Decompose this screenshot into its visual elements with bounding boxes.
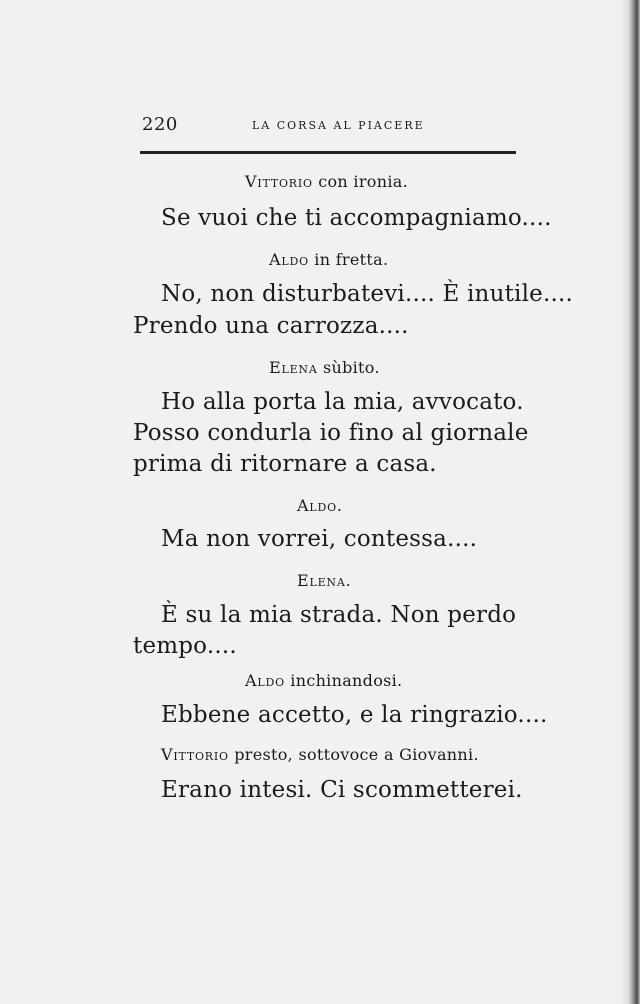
speaker-name: Aldo — [269, 250, 309, 269]
page-number: 220 — [142, 114, 178, 135]
dialogue-line: Erano intesi. Ci scommetterei. — [161, 777, 523, 803]
stage-direction: presto, sottovoce a Giovanni. — [234, 745, 479, 764]
dialogue-line: Ma non vorrei, contessa.... — [161, 526, 478, 552]
stage-direction: in fretta. — [314, 250, 389, 269]
speaker-direction — [297, 571, 351, 590]
dialogue-line: Se vuoi che ti accompagniamo.... — [161, 205, 552, 231]
speaker-name: Aldo — [245, 671, 285, 690]
dialogue-line: È su la mia strada. Non perdo — [161, 602, 517, 628]
dialogue-line: Posso condurla io fino al giornale — [133, 420, 529, 446]
speaker-direction — [245, 172, 408, 191]
dialogue-line: prima di ritornare a casa. — [133, 451, 437, 477]
speaker-direction — [245, 671, 402, 690]
dialogue-line: Ho alla porta la mia, avvocato. — [161, 389, 524, 415]
speaker-direction — [161, 745, 479, 764]
speaker-direction — [269, 358, 380, 377]
speaker-name: Elena — [269, 358, 318, 377]
stage-direction: sùbito. — [322, 358, 380, 377]
stage-direction: con ironia. — [318, 172, 408, 191]
speaker-name: Elena. — [297, 571, 352, 590]
speaker-name: Aldo. — [297, 496, 343, 515]
page-edge — [628, 0, 640, 1004]
dialogue-line: Prendo una carrozza.... — [133, 313, 409, 339]
dialogue-line: No, non disturbatevi.... È inutile.... — [161, 281, 573, 307]
dialogue-line: Ebbene accetto, e la ringrazio.... — [161, 702, 548, 728]
running-title: LA CORSA AL PIACERE — [252, 119, 425, 132]
speaker-name: Vittorio — [161, 745, 229, 764]
speaker-direction — [297, 496, 343, 515]
speaker-direction — [269, 250, 388, 269]
header-rule — [140, 151, 516, 154]
page-edge-shadow — [620, 0, 628, 1004]
dialogue-line: tempo.... — [133, 633, 237, 659]
speaker-name: Vittorio — [245, 172, 313, 191]
stage-direction: inchinandosi. — [290, 671, 403, 690]
